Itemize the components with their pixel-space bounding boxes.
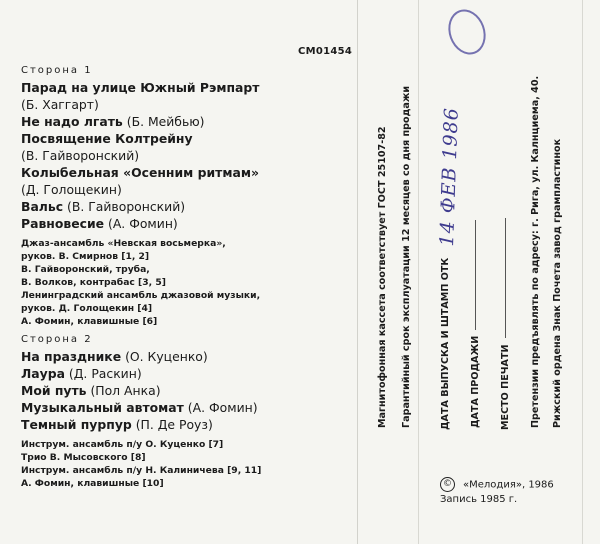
copyright-icon: © — [440, 477, 455, 492]
track-item: Темный пурпур (П. Де Роуз) — [21, 417, 213, 432]
credit-line: Инструм. ансамбль п/у О. Куценко [7] — [21, 439, 224, 450]
credit-line: Джаз-ансамбль «Невская восьмерка», — [21, 238, 226, 249]
track-item: Не надо лгать (Б. Мейбью) — [21, 114, 205, 129]
track-item: Парад на улице Южный Рэмпарт — [21, 80, 260, 95]
credit-line: А. Фомин, клавишные [6] — [21, 316, 158, 327]
track-item: Равновесие (А. Фомин) — [21, 216, 178, 231]
credit-line: руков. В. Смирнов [1, 2] — [21, 251, 150, 262]
credit-line: В. Волков, контрабас [3, 5] — [21, 277, 166, 288]
credit-line: А. Фомин, клавишные [10] — [21, 478, 164, 489]
copyright-line: © «Мелодия», 1986 — [440, 477, 554, 492]
track-item: Лаура (Д. Раскин) — [21, 366, 142, 381]
side-2-label: Сторона 2 — [21, 334, 93, 345]
track-item: Колыбельная «Осенним ритмам» — [21, 165, 259, 180]
track-item: На празднике (О. Куценко) — [21, 349, 208, 364]
fold-line — [357, 0, 358, 544]
track-item: Музыкальный автомат (А. Фомин) — [21, 400, 258, 415]
print-place-label: МЕСТО ПЕЧАТИ — [500, 218, 511, 430]
track-item: Посвящение Колтрейну — [21, 131, 193, 146]
otk-date-stamp: 14 ФЕВ 1986 — [436, 106, 463, 247]
release-date-label: ДАТА ВЫПУСКА И ШТАМП ОТК — [440, 257, 451, 430]
spine-warranty-line: Гарантийный срок эксплуатации 12 месяцев со дня продажи — [401, 85, 412, 428]
tracklist-panel — [18, 0, 356, 544]
track-item: (Б. Хаггарт) — [21, 97, 99, 112]
credit-line: Трио В. Мысовского [8] — [21, 452, 146, 463]
catalog-number: СМ01454 — [298, 46, 353, 57]
claims-address: Претензии предъявлять по адресу: г. Рига, ул. Калнциема, 40. — [530, 75, 541, 428]
credit-line: Инструм. ансамбль п/у Н. Калиничева [9, 11] — [21, 465, 262, 476]
fold-line — [582, 0, 583, 544]
track-item: Вальс (В. Гайворонский) — [21, 199, 186, 214]
sale-date-label: ДАТА ПРОДАЖИ — [470, 220, 481, 428]
credit-line: руков. Д. Голощекин [4] — [21, 303, 153, 314]
credit-line: Ленинградский ансамбль джазовой музыки, — [21, 290, 261, 301]
track-item: (В. Гайворонский) — [21, 148, 140, 163]
credit-line: В. Гайворонский, труба, — [21, 264, 150, 275]
stamp-mark — [442, 4, 492, 60]
spine-gost-line: Магнитофонная кассета соответствует ГОСТ 25107-82 — [377, 126, 388, 428]
factory-name: Рижский ордена Знак Почета завод грампластинок — [552, 138, 563, 428]
fold-line — [418, 0, 419, 544]
recording-year: Запись 1985 г. — [440, 494, 518, 505]
track-item: (Д. Голощекин) — [21, 182, 122, 197]
side-1-label: Сторона 1 — [21, 65, 93, 76]
track-item: Мой путь (Пол Анка) — [21, 383, 161, 398]
